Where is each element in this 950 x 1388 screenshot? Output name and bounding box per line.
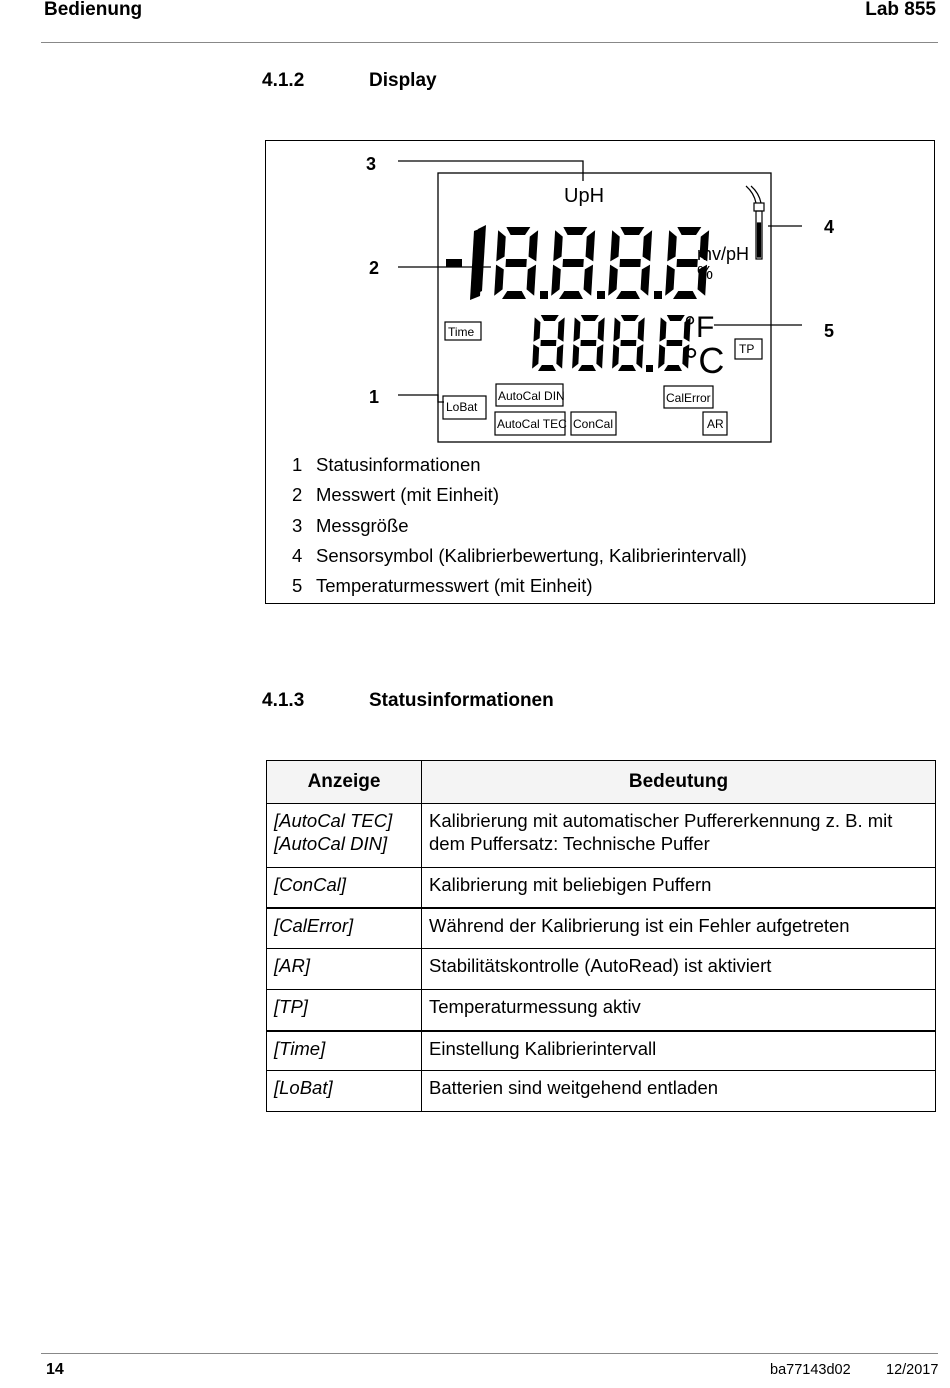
lcd-temp-digit-0-seg-e <box>532 344 539 368</box>
lcd-minus-sign <box>446 259 462 267</box>
legend-item: 5 Temperaturmesswert (mit Einheit) <box>292 575 593 597</box>
table-cell-display: [CalError] <box>267 908 422 949</box>
lcd-temperature-value <box>532 315 691 372</box>
lcd-main-digit-0-seg-b <box>529 230 539 261</box>
table-cell-display: [AR] <box>267 949 422 990</box>
table-cell-display: [LoBat] <box>267 1071 422 1112</box>
lcd-temp-digit-0-seg-c <box>556 344 563 368</box>
lcd-parameter-label: UpH <box>564 185 605 207</box>
document-date: 12/2017 <box>886 1362 939 1378</box>
indicator-autocal-din: AutoCal DIN <box>498 389 565 403</box>
callout-5: 5 <box>824 321 835 341</box>
lcd-main-digit-3-seg-e <box>665 265 675 296</box>
lcd-main-digit-2-seg-d <box>616 291 640 299</box>
lcd-main-value <box>446 225 709 300</box>
display-figure <box>265 140 935 604</box>
callout-1: 1 <box>369 387 380 407</box>
callout-3: 3 <box>366 154 377 174</box>
lcd-temp-digit-2-seg-b <box>638 317 645 341</box>
lcd-temp-digit-2-seg-d <box>618 365 636 371</box>
indicator-tp: TP <box>739 342 755 356</box>
page-header-right: Lab 855 <box>865 0 936 20</box>
lcd-main-decimal-1 <box>597 291 605 299</box>
lcd-temp-digit-1-seg-f <box>573 317 580 341</box>
lcd-unit-fahrenheit: °F <box>684 311 715 344</box>
lcd-main-digit-2-seg-e <box>608 265 618 296</box>
table-row <box>267 868 936 908</box>
lcd-temp-digit-0-seg-b <box>558 317 565 341</box>
lcd-unit-main: mv/pH <box>697 244 750 264</box>
lcd-temp-digit-3-seg-a <box>667 315 685 321</box>
header-rule <box>41 42 938 43</box>
lcd-main-digit-0-seg-a <box>506 227 530 235</box>
lcd-main-digit-3-seg-f <box>667 230 676 261</box>
legend-item: 1 Statusinformationen <box>292 454 481 475</box>
table-row <box>267 908 936 949</box>
lcd-main-digit-3-seg-d <box>673 291 697 299</box>
indicator-ar: AR <box>707 417 724 431</box>
lcd-temp-digit-3-seg-g <box>666 340 682 346</box>
lcd-temp-digit-1-seg-g <box>580 340 596 346</box>
lcd-unit-percent: % <box>697 263 714 283</box>
lcd-diagram <box>266 141 936 461</box>
callout-line-1 <box>398 395 444 402</box>
lcd-main-digit-0-seg-d <box>502 291 526 299</box>
lcd-main-digit-2-seg-b <box>643 230 653 261</box>
lcd-main-digit-0-seg-f <box>496 230 505 261</box>
indicator-concal: ConCal <box>573 417 614 431</box>
footer-rule <box>41 1353 938 1354</box>
lcd-main-decimal-2 <box>654 291 662 299</box>
lcd-temp-digit-2-seg-a <box>621 315 639 321</box>
table-row <box>267 1071 936 1112</box>
lcd-temp-digit-2-seg-g <box>620 340 636 346</box>
lcd-main-digit-0-seg-e <box>494 265 504 296</box>
section-title-display: Display <box>369 70 437 91</box>
indicator-lobat: LoBat <box>446 400 478 414</box>
lcd-temp-digit-0-seg-a <box>541 315 559 321</box>
lcd-temp-digit-0-seg-g <box>540 340 556 346</box>
table-cell-meaning: Batterien sind weitgehend entladen <box>422 1071 936 1112</box>
table-cell-display: [TP] <box>267 990 422 1031</box>
callout-4: 4 <box>824 217 835 237</box>
table-cell-meaning: Kalibrierung mit automatischer Puffererkennung z. B. mit dem Puffersatz: Technische Puffer <box>422 804 936 868</box>
lcd-main-digit-3-seg-a <box>677 227 701 235</box>
lcd-main-digit-2-seg-a <box>620 227 644 235</box>
lcd-main-digit-3-seg-g <box>677 259 698 267</box>
lcd-temp-digit-3-seg-f <box>659 317 666 341</box>
lcd-temp-digit-0-seg-f <box>533 317 540 341</box>
table-header-meaning: Bedeutung <box>422 761 936 804</box>
table-cell-meaning: Während der Kalibrierung ist ein Fehler aufgetreten <box>422 908 936 949</box>
lcd-main-digit-0-seg-c <box>527 265 536 296</box>
lcd-temp-digit-2-seg-c <box>636 344 643 368</box>
lcd-temp-digit-2-seg-e <box>612 344 619 368</box>
lcd-temp-digit-3-seg-d <box>664 365 682 371</box>
lcd-main-digit-1-seg-f <box>553 230 562 261</box>
lcd-temp-digit-1-seg-b <box>598 317 605 341</box>
table-cell-meaning: Einstellung Kalibrierintervall <box>422 1031 936 1071</box>
indicator-time: Time <box>448 325 475 339</box>
lcd-main-digit-1-seg-a <box>563 227 587 235</box>
table-header-display: Anzeige <box>267 761 422 804</box>
lcd-temp-digit-1-seg-a <box>581 315 599 321</box>
legend-item: 2 Messwert (mit Einheit) <box>292 484 499 506</box>
table-cell-display: [ConCal] <box>267 868 422 908</box>
callout-2: 2 <box>369 258 380 278</box>
lcd-main-digit-0-seg-g <box>506 259 527 267</box>
lcd-main-digit-2-seg-c <box>641 265 650 296</box>
lcd-main-decimal-0 <box>540 291 548 299</box>
table-row <box>267 949 936 990</box>
table-row <box>267 990 936 1031</box>
lcd-temp-digit-0-seg-d <box>538 365 556 371</box>
lcd-temp-digit-1-seg-d <box>578 365 596 371</box>
display-legend <box>292 450 747 601</box>
lcd-temp-digit-3-seg-e <box>658 344 665 368</box>
indicator-calerror: CalError <box>666 391 711 405</box>
page-header-left: Bedienung <box>44 0 143 20</box>
lcd-main-digit-1-seg-c <box>584 265 593 296</box>
lcd-main-digit-1-seg-b <box>586 230 596 261</box>
lcd-temp-digit-1-seg-c <box>596 344 603 368</box>
legend-item: 3 Messgröße <box>292 514 409 536</box>
document-id: ba77143d02 <box>770 1362 851 1378</box>
indicator-autocal-tec: AutoCal TEC <box>497 417 567 431</box>
table-cell-display: [Time] <box>267 1031 422 1071</box>
lcd-unit-celsius: °C <box>684 340 725 381</box>
table-cell-display: [AutoCal TEC] [AutoCal DIN] <box>267 804 422 868</box>
table-cell-meaning: Stabilitätskontrolle (AutoRead) ist aktiviert <box>422 949 936 990</box>
table-row <box>267 1031 936 1071</box>
lcd-temp-digit-2-seg-f <box>613 317 620 341</box>
table-cell-meaning: Temperaturmessung aktiv <box>422 990 936 1031</box>
lcd-main-digit-2-seg-g <box>620 259 641 267</box>
lcd-temp-decimal <box>646 365 653 372</box>
status-table <box>266 760 936 1112</box>
lcd-temp-digit-1-seg-e <box>572 344 579 368</box>
section-number-status: 4.1.3 <box>262 690 305 711</box>
lcd-main-digit-1-seg-d <box>559 291 583 299</box>
lcd-main-digit-1-seg-g <box>563 259 584 267</box>
callout-line-3 <box>398 161 583 181</box>
legend-item: 4 Sensorsymbol (Kalibrierbewertung, Kalibrierintervall) <box>292 544 747 566</box>
lcd-main-digit-1-seg-e <box>551 265 561 296</box>
lcd-frame <box>438 173 771 442</box>
table-row <box>267 804 936 868</box>
section-number-display: 4.1.2 <box>262 70 305 91</box>
section-title-status: Statusinformationen <box>369 690 554 711</box>
lcd-main-digit-2-seg-f <box>610 230 619 261</box>
page-number: 14 <box>46 1361 64 1378</box>
table-cell-meaning: Kalibrierung mit beliebigen Puffern <box>422 868 936 908</box>
